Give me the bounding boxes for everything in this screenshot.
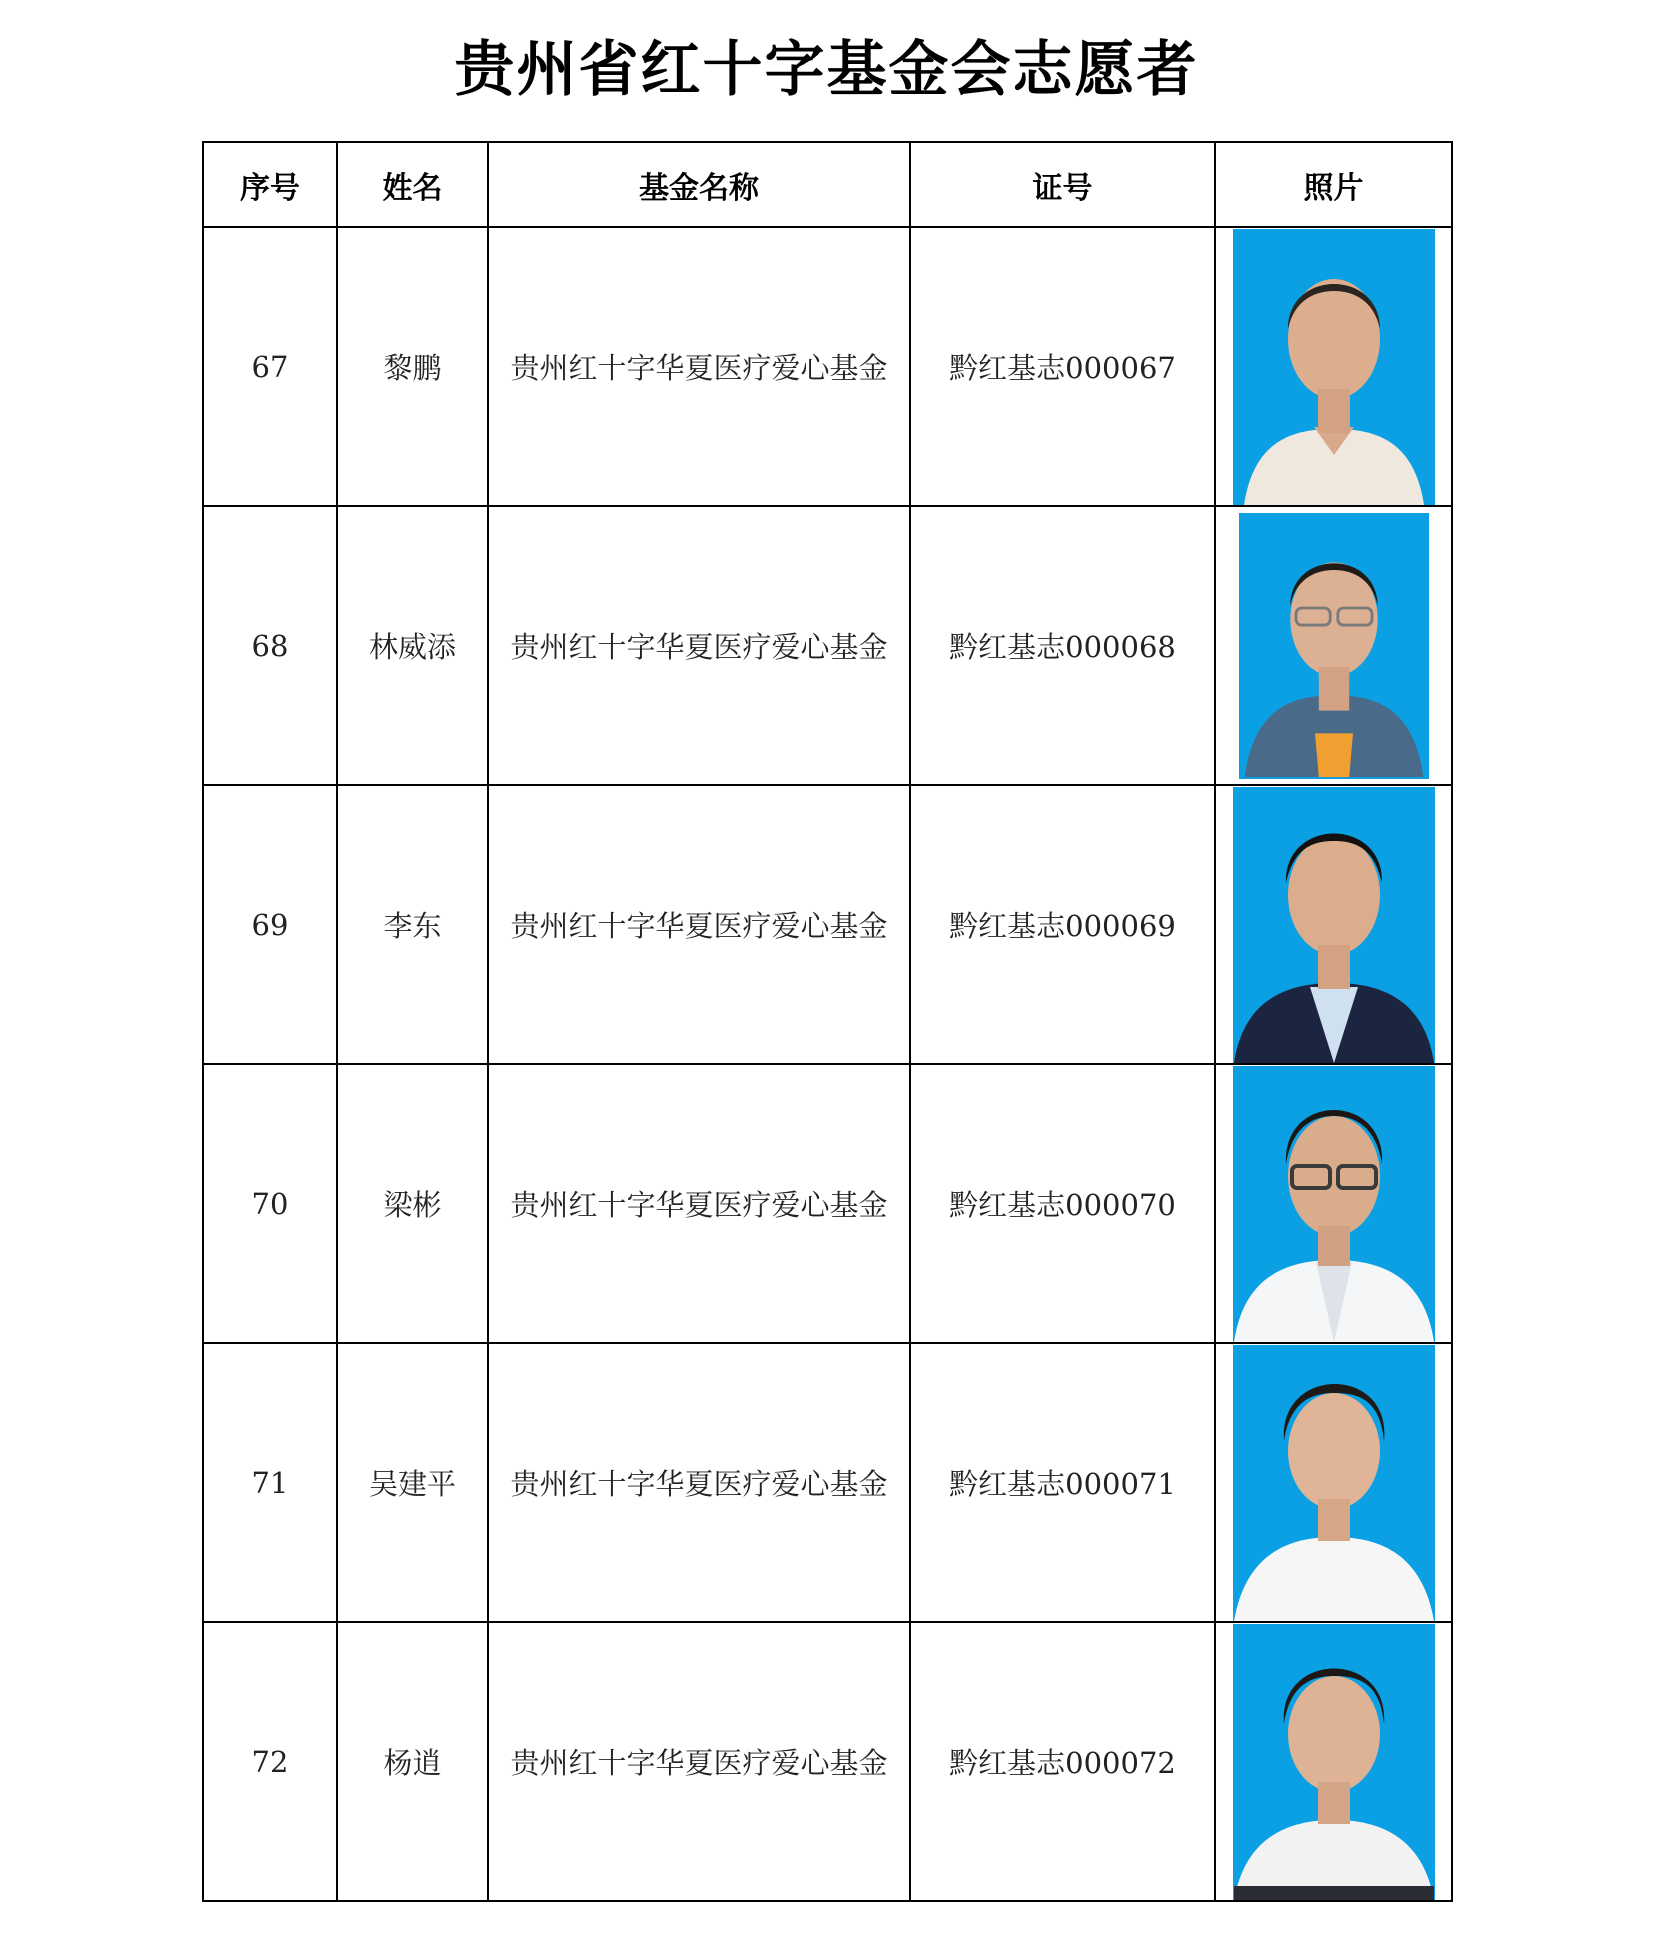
cell-photo xyxy=(1215,1343,1452,1622)
cell-fund: 贵州红十字华夏医疗爱心基金 xyxy=(488,227,910,506)
cell-fund: 贵州红十字华夏医疗爱心基金 xyxy=(488,506,910,785)
cell-index: 68 xyxy=(203,506,337,785)
table-row xyxy=(203,1622,1452,1901)
cell-index: 71 xyxy=(203,1343,337,1622)
header-index: 序号 xyxy=(203,142,337,227)
cell-name: 杨逍 xyxy=(337,1622,488,1901)
portrait-image xyxy=(1233,229,1435,505)
cell-photo xyxy=(1215,1064,1452,1343)
cell-index: 67 xyxy=(203,227,337,506)
portrait-image xyxy=(1233,1624,1435,1900)
portrait-photo xyxy=(1233,1624,1435,1900)
table-row xyxy=(203,227,1452,506)
table-row xyxy=(203,785,1452,1064)
volunteer-table xyxy=(202,141,1453,1902)
cell-index: 72 xyxy=(203,1622,337,1901)
cell-name: 林威添 xyxy=(337,506,488,785)
cell-cert: 黔红基志000068 xyxy=(910,506,1215,785)
cell-photo xyxy=(1215,1622,1452,1901)
table-header-row xyxy=(203,142,1452,227)
cell-cert: 黔红基志000067 xyxy=(910,227,1215,506)
cell-fund: 贵州红十字华夏医疗爱心基金 xyxy=(488,1622,910,1901)
portrait-photo xyxy=(1233,787,1435,1063)
cell-fund: 贵州红十字华夏医疗爱心基金 xyxy=(488,1343,910,1622)
portrait-image xyxy=(1233,787,1435,1063)
cell-name: 黎鹏 xyxy=(337,227,488,506)
table-row xyxy=(203,1343,1452,1622)
portrait-photo xyxy=(1233,1066,1435,1342)
table-row xyxy=(203,1064,1452,1343)
portrait-photo xyxy=(1233,1345,1435,1621)
cell-fund: 贵州红十字华夏医疗爱心基金 xyxy=(488,785,910,1064)
cell-cert: 黔红基志000069 xyxy=(910,785,1215,1064)
portrait-image xyxy=(1233,1345,1435,1621)
cell-photo xyxy=(1215,785,1452,1064)
cell-name: 李东 xyxy=(337,785,488,1064)
cell-index: 69 xyxy=(203,785,337,1064)
cell-name: 吴建平 xyxy=(337,1343,488,1622)
portrait-photo xyxy=(1239,513,1429,779)
cell-index: 70 xyxy=(203,1064,337,1343)
cell-photo xyxy=(1215,227,1452,506)
portrait-photo xyxy=(1233,229,1435,505)
cell-fund: 贵州红十字华夏医疗爱心基金 xyxy=(488,1064,910,1343)
header-cert: 证号 xyxy=(910,142,1215,227)
cell-cert: 黔红基志000072 xyxy=(910,1622,1215,1901)
header-photo: 照片 xyxy=(1215,142,1452,227)
cell-photo xyxy=(1215,506,1452,785)
cell-cert: 黔红基志000070 xyxy=(910,1064,1215,1343)
header-name: 姓名 xyxy=(337,142,488,227)
document-title: 贵州省红十字基金会志愿者 xyxy=(454,35,1199,105)
portrait-image xyxy=(1239,513,1429,779)
cell-cert: 黔红基志000071 xyxy=(910,1343,1215,1622)
table-row xyxy=(203,506,1452,785)
header-fund: 基金名称 xyxy=(488,142,910,227)
portrait-image xyxy=(1233,1066,1435,1342)
cell-name: 梁彬 xyxy=(337,1064,488,1343)
